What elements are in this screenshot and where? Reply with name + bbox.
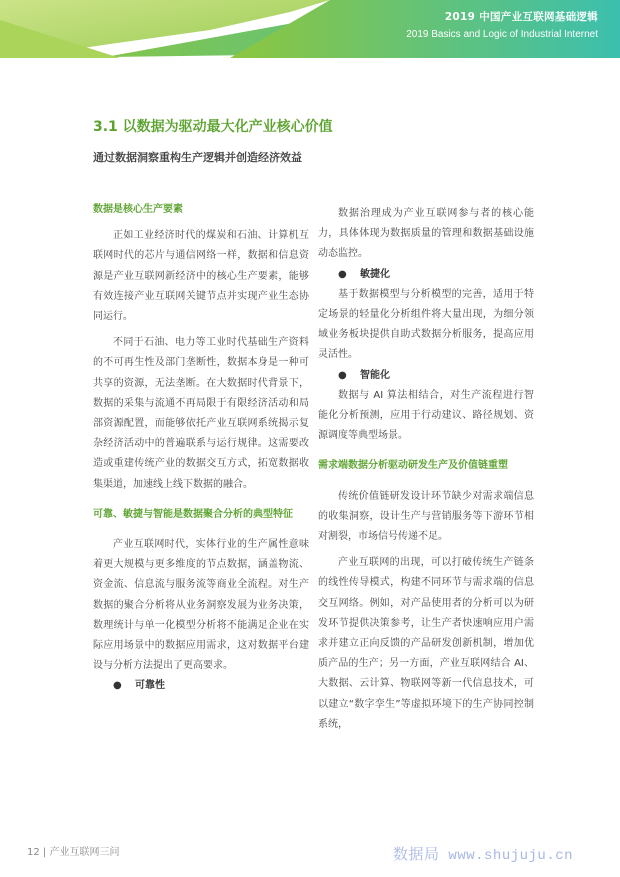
paragraph: 数据治理成为产业互联网参与者的核心能力，具体体现为数据质量的管理和数据基础设施动态监控。	[318, 208, 534, 260]
paragraph: 不同于石油、电力等工业时代基础生产资料的不可再生性及部门垄断性，数据本身是一种可共享的资源，无法垄断。在大数据时代背景下，数据的采集与流通不再局限于有限经济活动和局部资源配置，而能够依托产业互联网系统揭示复杂经济活动中的普遍联系与运行规律。这需要改造或重建传统产业的数据交互方式，拓宽数据收集渠道，加速线上线下数据的融合。	[93, 337, 309, 490]
bullet-intelligence	[318, 366, 534, 386]
header-banner	[0, 0, 620, 58]
bullet-label: 智能化	[360, 369, 390, 381]
paragraph: 正如工业经济时代的煤炭和石油、计算机互联网时代的芯片与通信网络一样，数据和信息资源是产业互联网新经济中的核心生产要素，能够有效连接产业互联网关键节点并实现产业生态协同运行。	[93, 230, 309, 323]
bullet-reliability	[93, 676, 309, 696]
bullet-dot-icon: ●	[338, 369, 347, 381]
left-column	[93, 200, 309, 697]
paragraph: 产业互联网时代，实体行业的生产属性意味着更大规模与更多维度的节点数据，涵盖物流、资金流、信息流与服务流等商业全流程。对生产数据的聚合分析将从业务洞察发展为业务决策，数理统计与单一化模型分析将不能满足企业在实际应用场景中的数据应用需求，这对数据平台建设与分析方法提出了更高要求。	[93, 539, 309, 672]
page-footer: 12 | 产业互联网三问	[27, 847, 120, 858]
heading-demand-side: 需求端数据分析驱动研发生产及价值链重塑	[318, 460, 508, 472]
section-subtitle: 通过数据洞察重构生产逻辑并创造经济效益	[93, 151, 302, 164]
bullet-label: 敏捷化	[360, 268, 390, 280]
bullet-agility	[318, 265, 534, 285]
watermark-url: www.shujuju.cn	[448, 848, 574, 864]
heading-data-features: 可靠、敏捷与智能是数据聚合分析的典型特征	[93, 508, 293, 520]
watermark	[393, 843, 573, 864]
watermark-cn: 数据局	[393, 845, 440, 863]
header-subtitle: 2019 Basics and Logic of Industrial Internet	[406, 29, 598, 40]
bullet-dot-icon: ●	[338, 268, 347, 280]
paragraph: 传统价值链研发设计环节缺少对需求端信息的收集洞察，设计生产与营销服务等下游环节相对割裂，市场信号传递不足。	[318, 490, 534, 543]
paragraph: 产业互联网的出现，可以打破传统生产链条的线性传导模式，构建不同环节与需求端的信息交互网络。例如，对产品使用者的分析可以为研发环节提供决策参考，让生产者快速响应用户需求并建立正向反馈的产品研发创新机制，增加优质产品的生产；另一方面，产业互联网结合 AI、大数据、云计算、物联网等新一代信息技术，可以建立“数字孪生”等虚拟环境下的生产协同控制系统，	[318, 557, 534, 730]
paragraph: 数据与 AI 算法相结合，对生产流程进行智能化分析预测，应用于行动建议、路径规划、资源调度等典型场景。	[318, 389, 534, 442]
right-column	[318, 204, 534, 735]
bullet-dot-icon: ●	[113, 680, 122, 692]
header-title: 2019 中国产业互联网基础逻辑	[444, 11, 598, 23]
heading-core-factor: 数据是核心生产要素	[93, 204, 183, 215]
section-title: 3.1 以数据为驱动最大化产业核心价值	[93, 119, 333, 135]
paragraph: 基于数据模型与分析模型的完善，适用于特定场景的轻量化分析组件将大量出现，为细分领域业务板块提供自助式数据分析服务，提高应用灵活性。	[318, 288, 534, 361]
bullet-label: 可靠性	[135, 680, 165, 692]
